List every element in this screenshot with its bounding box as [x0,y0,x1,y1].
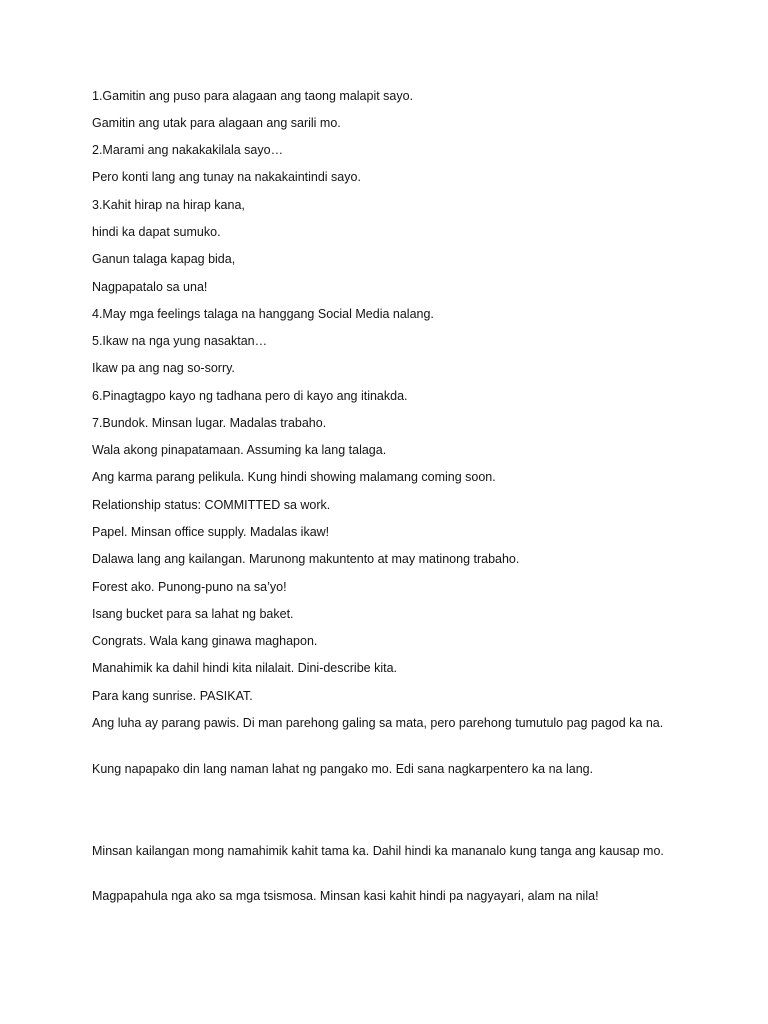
text-line: Magpapahula nga ako sa mga tsismosa. Minsan kasi kahit hindi pa nagyayari, alam na nila! [92,889,599,903]
text-line: Kung napapako din lang naman lahat ng pangako mo. Edi sana nagkarpentero ka na lang. [92,762,594,776]
text-line: Wala akong pinapatamaan. Assuming ka lang talaga. [92,443,387,457]
text-line: hindi ka dapat sumuko. [92,225,221,239]
text-line: Papel. Minsan office supply. Madalas ikaw! [92,525,330,539]
text-line: Ganun talaga kapag bida, [92,252,236,266]
text-line: 3.Kahit hirap na hirap kana, [92,198,245,212]
text-line: Para kang sunrise. PASIKAT. [92,689,253,703]
text-line: Minsan kailangan mong namahimik kahit tama ka. Dahil hindi ka mananalo kung tanga ang kausap mo. [92,844,664,858]
text-line: Dalawa lang ang kailangan. Marunong makuntento at may matinong trabaho. [92,552,520,566]
text-line: Congrats. Wala kang ginawa maghapon. [92,634,318,648]
text-line: 5.Ikaw na nga yung nasaktan… [92,334,268,348]
text-line: Nagpapatalo sa una! [92,280,208,294]
text-line: Forest ako. Punong-puno na sa’yo! [92,580,287,594]
text-line: Pero konti lang ang tunay na nakakaintindi sayo. [92,170,361,184]
text-line: Gamitin ang utak para alagaan ang sarili mo. [92,116,341,130]
text-line: 2.Marami ang nakakakilala sayo… [92,143,284,157]
text-line: 6.Pinagtagpo kayo ng tadhana pero di kayo ang itinakda. [92,389,408,403]
text-line: 7.Bundok. Minsan lugar. Madalas trabaho. [92,416,327,430]
text-line: Ang luha ay parang pawis. Di man parehong galing sa mata, pero parehong tumutulo pag pagod ka na. [92,716,664,730]
text-line: Manahimik ka dahil hindi kita nilalait. Dini-describe kita. [92,661,397,675]
text-line: 1.Gamitin ang puso para alagaan ang taong malapit sayo. [92,89,414,103]
text-line: Ang karma parang pelikula. Kung hindi showing malamang coming soon. [92,470,496,484]
text-line: Ikaw pa ang nag so-sorry. [92,361,235,375]
text-line: Relationship status: COMMITTED sa work. [92,498,331,512]
text-line: 4.May mga feelings talaga na hanggang Social Media nalang. [92,307,434,321]
text-line: Isang bucket para sa lahat ng baket. [92,607,294,621]
